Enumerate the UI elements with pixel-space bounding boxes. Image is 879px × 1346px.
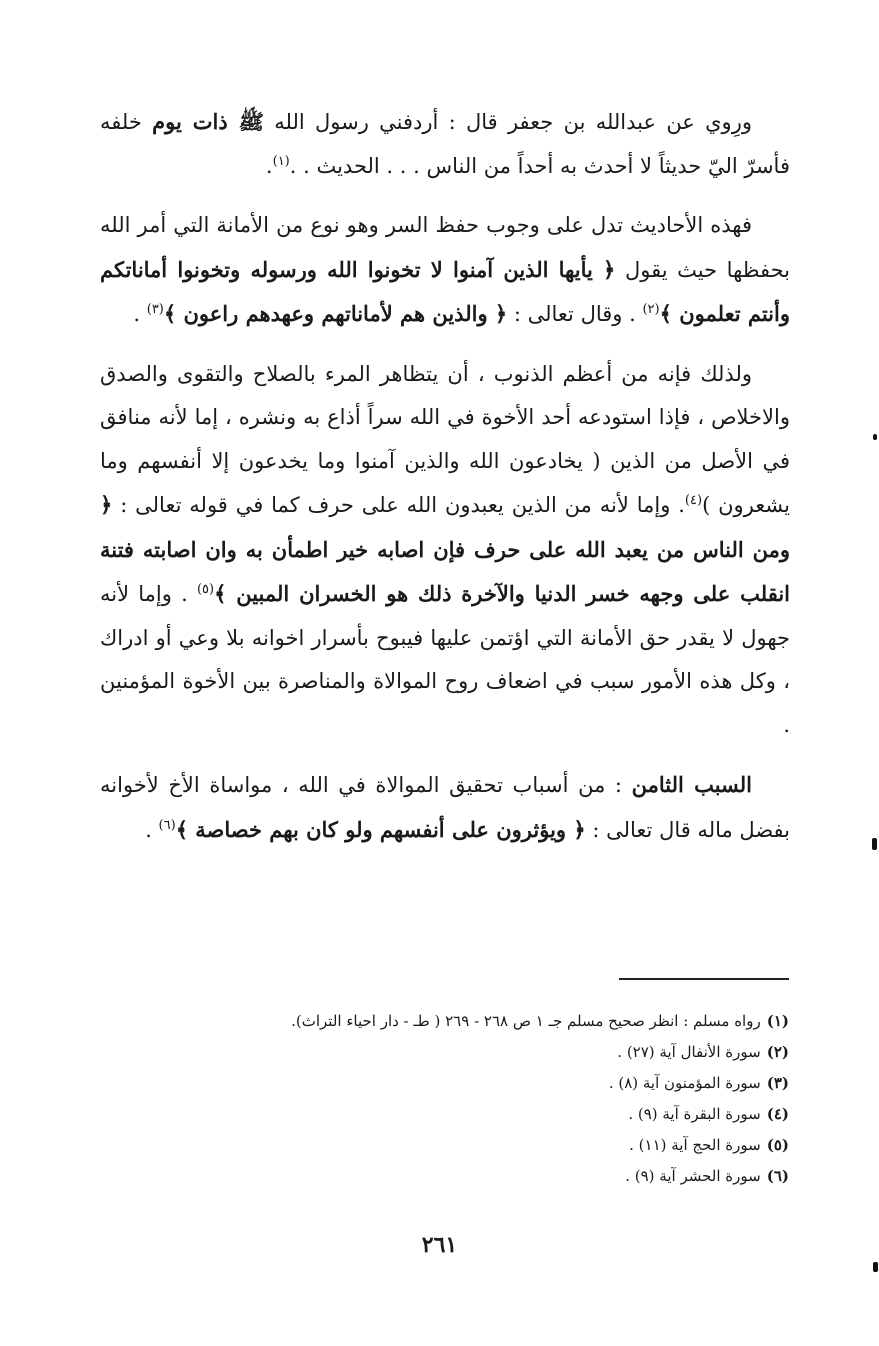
text-segment: . وقال تعالى : (507, 302, 643, 326)
footnote-divider (619, 978, 789, 980)
text-segment: . (133, 302, 147, 326)
footnote-number: (٤) (766, 1105, 789, 1123)
footnote-text: سورة الحشر آية (٩) . (625, 1167, 761, 1185)
footnote-5 (149, 1130, 789, 1161)
page-body (100, 100, 790, 868)
text-segment: خلفه فأسرّ اليّ حديثاً لا أحدث به أحداً من الناس . . . الحديث . . (100, 110, 790, 178)
footnote-number: (٣) (766, 1074, 789, 1092)
paragraph-3 (100, 353, 790, 748)
footnote-2 (149, 1037, 789, 1068)
footnote-number: (٢) (766, 1043, 789, 1061)
bold-text-segment: ﴿ ومن الناس من يعبد الله على حرف فإن اصابه خير اطمأن به وان اصابته فتنة انقلب على وجهه خسر الدنيا والآخرة ذلك هو الخسران المبين ﴾ (100, 492, 790, 606)
paragraph-4 (100, 763, 790, 852)
footnote-reference: (١) (272, 153, 290, 169)
footnote-number: (٦) (766, 1167, 789, 1185)
footnote-1 (149, 1006, 789, 1037)
scan-mark (872, 838, 877, 850)
bold-text-segment: ﴿ يأيها الذين آمنوا لا تخونوا الله ورسوله وتخونوا أماناتكم وأنتم تعلمون ﴾ (100, 256, 790, 326)
footnote-reference: (٦) (158, 817, 176, 833)
footnote-reference: (٣) (146, 302, 164, 317)
text-segment: . (145, 817, 159, 842)
footnote-text: سورة المؤمنون آية (٨) . (608, 1074, 761, 1092)
footnote-4 (149, 1099, 789, 1130)
footnote-text: رواه مسلم : انظر صحيح مسلم جـ ١ ص ٢٦٨ - ٢٦٩ ( طـ - دار احياء التراث). (291, 1012, 761, 1030)
text-segment: . وإما لأنه من الذين يعبدون الله على حرف كما في قوله تعالى : (112, 493, 685, 517)
footnotes (149, 1006, 789, 1192)
text-segment: فهذه الأحاديث تدل على وجوب حفظ السر وهو نوع من الأمانة التي أمر الله بحفظها حيث يقول (100, 213, 790, 282)
paragraph-1 (100, 100, 790, 188)
text-segment: ورِوي عن عبدالله بن جعفر قال : أردفني رسول الله (263, 110, 752, 134)
footnote-number: (٥) (766, 1136, 789, 1154)
scan-mark (873, 434, 877, 440)
footnote-text: سورة الحج آية (١١) . (629, 1136, 761, 1154)
bold-text-segment: السبب الثامن (631, 772, 752, 797)
page-number: ٢٦١ (421, 1232, 458, 1258)
footnote-number: (١) (766, 1012, 789, 1030)
footnote-reference: (٢) (642, 302, 660, 317)
footnote-reference: (٤) (684, 493, 703, 508)
footnote-6 (149, 1161, 789, 1192)
footnote-text: سورة الأنفال آية (٢٧) . (617, 1043, 761, 1061)
bold-text-segment: ﴿ ويؤثرون على أنفسهم ولو كان بهم خصاصة ﴾ (175, 816, 586, 842)
text-segment: ولذلك فإنه من أعظم الذنوب ، أن يتظاهر المرء بالصلاح والتقوى والصدق والاخلاص ، فإذا استودعه أحد الأخوة في الله سراً أذاع به ونشره ، إما لأنه منافق في الأصل من الذين ( يخادعون الله والذين آمنوا وما يخدعون إلا أنفسهم وما يشعرون ) (100, 361, 790, 517)
bold-text-segment: ﷺ ذات يوم (152, 109, 264, 134)
text-segment: : من أسباب تحقيق الموالاة في الله ، مواساة الأخ لأخوانه بفضل ماله قال تعالى : (100, 773, 790, 842)
text-segment: . (265, 153, 273, 178)
paragraph-2 (100, 204, 790, 337)
text-segment: . وإما لأنه جهول لا يقدر حق الأمانة التي اؤتمن عليها فيبوح بأسرار اخوانه بلا وعي أو ادراك ، وكل هذه الأمور سبب في اضعاف روح الموالاة والمناصرة بين الأخوة المؤمنين . (100, 582, 790, 737)
footnote-text: سورة البقرة آية (٩) . (628, 1105, 761, 1123)
footnote-reference: (٥) (196, 582, 215, 597)
footnote-3 (149, 1068, 789, 1099)
scan-mark (873, 1262, 878, 1272)
bold-text-segment: ﴿ والذين هم لأماناتهم وعهدهم راعون ﴾ (163, 301, 508, 326)
